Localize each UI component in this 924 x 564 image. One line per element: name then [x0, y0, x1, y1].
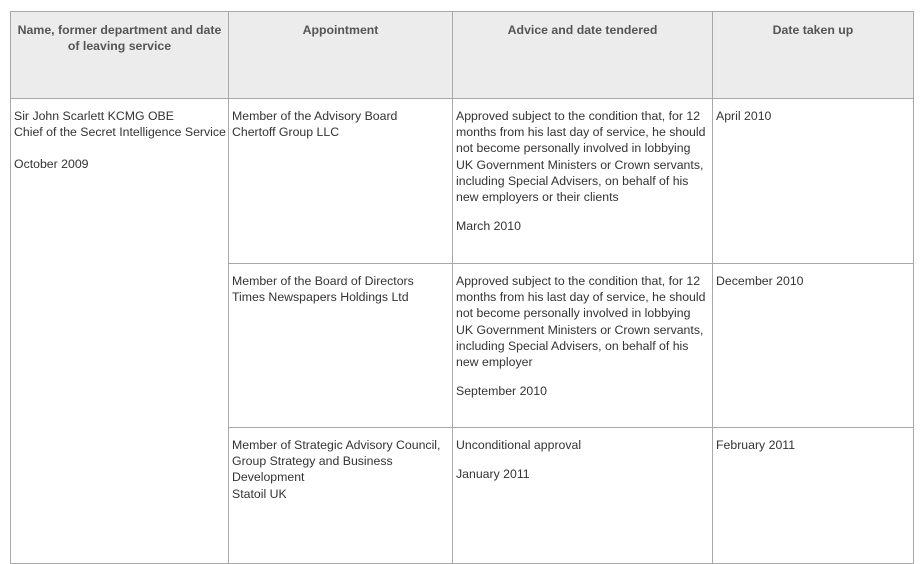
person-left-service-date: October 2009 [14, 157, 89, 172]
date-taken-up-cell [713, 99, 914, 264]
appointment-cell [229, 428, 453, 564]
date-taken-up: December 2010 [716, 274, 804, 288]
advice-line: months from his last day of service, he should [456, 125, 706, 140]
header-advice: Advice and date tendered [453, 12, 713, 99]
appointment-cell [229, 264, 453, 428]
header-appointment: Appointment [229, 12, 453, 99]
advice-cell [453, 99, 713, 264]
person-department: Chief of the Secret Intelligence Service [14, 125, 226, 140]
appointment-line: Times Newspapers Holdings Ltd [232, 290, 409, 305]
advice-line: months from his last day of service, he should [456, 290, 706, 305]
person-name: Sir John Scarlett KCMG OBE [14, 109, 174, 123]
header-date-taken-up: Date taken up [713, 12, 914, 99]
appointment-line: Development [232, 470, 305, 485]
advice-line: Approved subject to the condition that, for 12 [456, 274, 701, 288]
appointment-line: Group Strategy and Business [232, 454, 393, 469]
appointment-cell [229, 99, 453, 264]
header-name-department: Name, former department and date of leaving service [11, 12, 229, 99]
advice-line: UK Government Ministers or Crown servants, [456, 157, 704, 172]
advice-line: Unconditional approval [456, 438, 582, 452]
appointment-line: Member of Strategic Advisory Council, [232, 438, 441, 452]
date-taken-up: February 2011 [716, 438, 796, 452]
table-row [11, 99, 914, 264]
appointment-line: Chertoff Group LLC [232, 125, 340, 140]
advice-line: including Special Advisers, on behalf of his [456, 173, 689, 188]
advice-line: Approved subject to the condition that, for 12 [456, 109, 701, 123]
appointment-line: Member of the Advisory Board [232, 109, 398, 123]
advice-line: including Special Advisers, on behalf of his [456, 338, 689, 353]
advice-line: not become personally involved in lobbying [456, 141, 691, 156]
advice-date: September 2010 [456, 384, 547, 399]
appointment-line: Member of the Board of Directors [232, 274, 414, 288]
person-cell [11, 99, 229, 564]
advice-cell [453, 264, 713, 428]
advice-cell [453, 428, 713, 564]
advice-line: new employers or their clients [456, 190, 619, 205]
advice-line: UK Government Ministers or Crown servants, [456, 322, 704, 337]
advice-line: not become personally involved in lobbying [456, 306, 691, 321]
appointment-line: Statoil UK [232, 486, 287, 501]
appointments-table [10, 11, 914, 564]
date-taken-up-cell [713, 428, 914, 564]
date-taken-up: April 2010 [716, 109, 772, 123]
header-row [11, 12, 914, 99]
date-taken-up-cell [713, 264, 914, 428]
advice-date: January 2011 [456, 467, 530, 482]
advice-line: new employer [456, 355, 533, 370]
advice-date: March 2010 [456, 219, 521, 234]
